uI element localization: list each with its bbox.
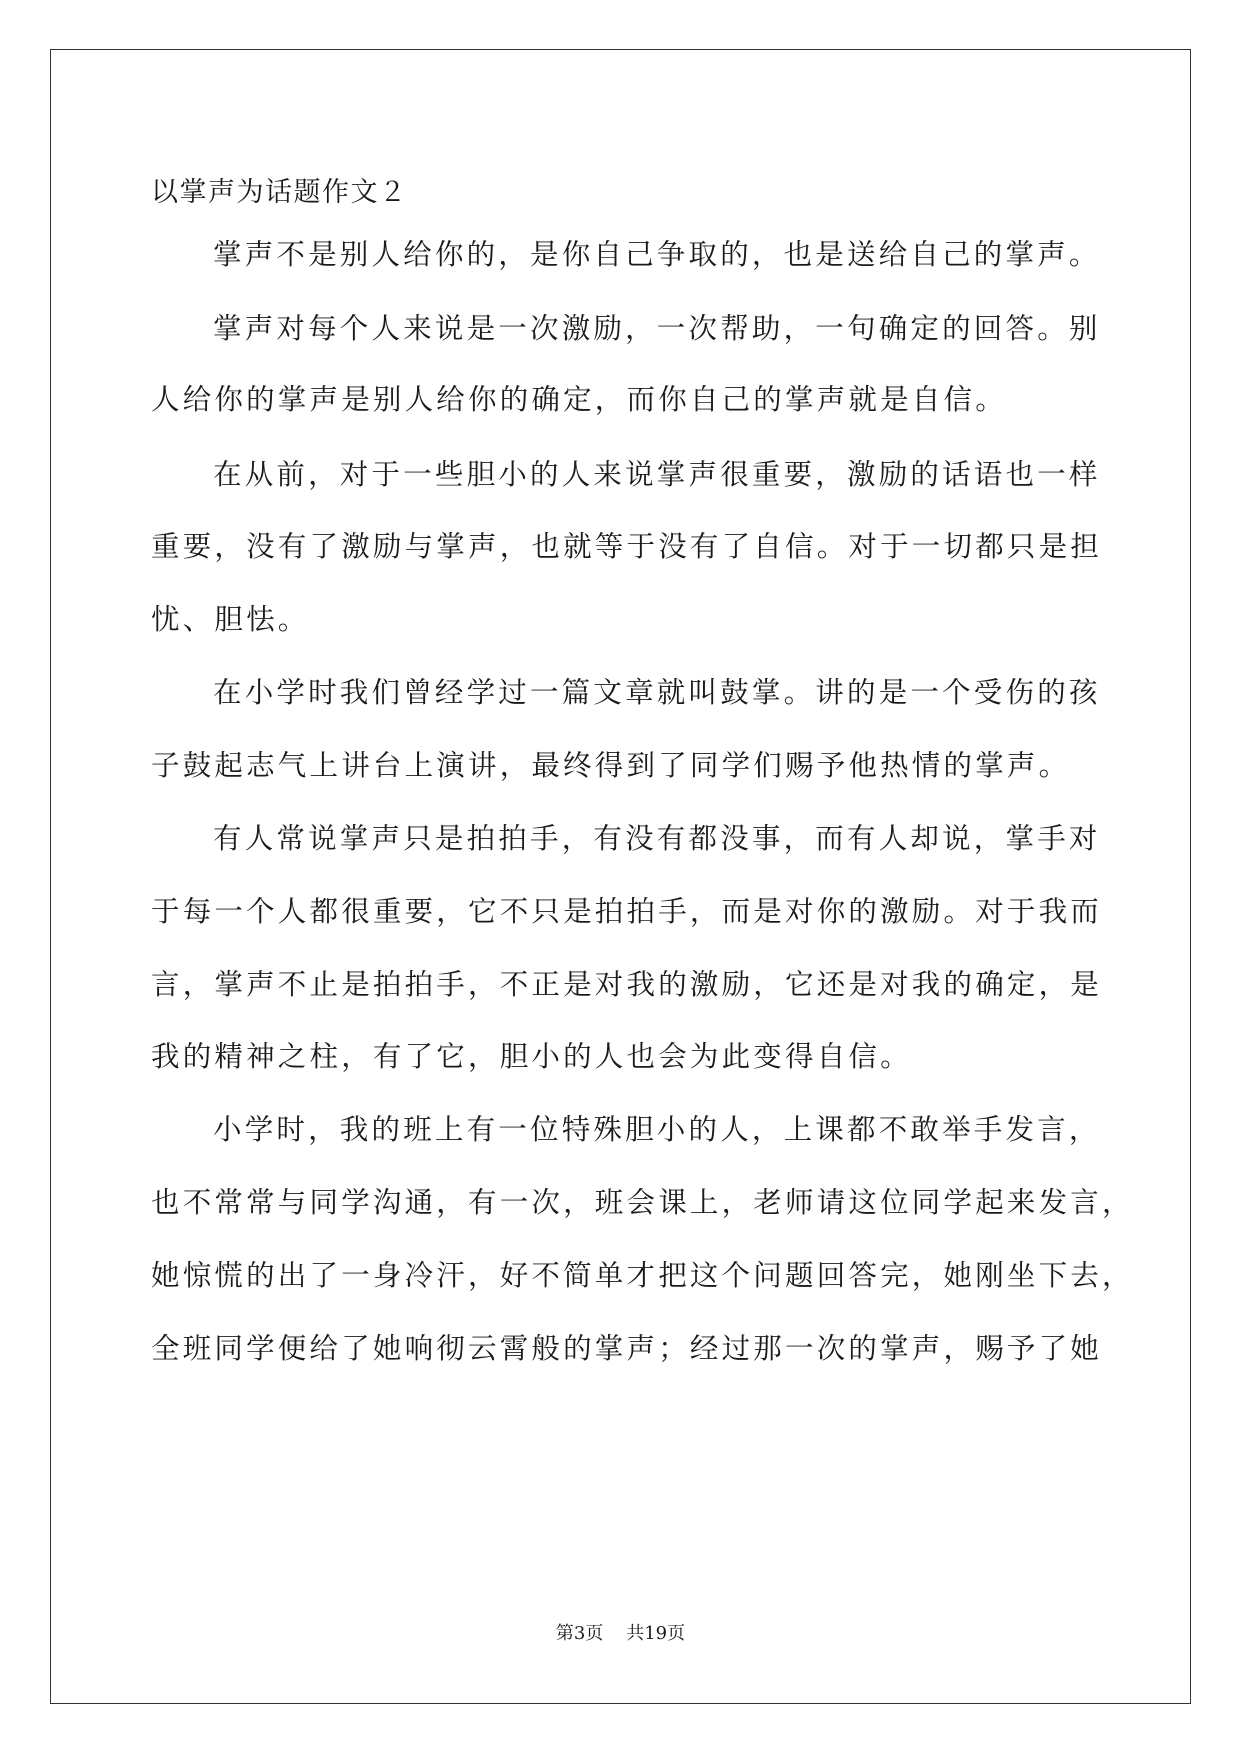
- paragraph-line: 在从前，对于一些胆小的人来说掌声很重要，激励的话语也一样: [213, 458, 1101, 491]
- paragraph-line: 掌声对每个人来说是一次激励，一次帮助，一句确定的回答。别: [213, 312, 1101, 345]
- paragraph-line: 她惊慌的出了一身冷汗，好不简单才把这个问题回答完，她刚坐下去，: [151, 1259, 1134, 1292]
- paragraph-line: 全班同学便给了她响彻云霄般的掌声；经过那一次的掌声，赐予了她: [151, 1332, 1103, 1365]
- paragraph-line: 忧、胆怯。: [151, 603, 310, 636]
- page-border: [50, 49, 1191, 1704]
- paragraph-line: 也不常常与同学沟通，有一次，班会课上，老师请这位同学起来发言，: [151, 1186, 1134, 1219]
- paragraph-line: 我的精神之柱，有了它，胆小的人也会为此变得自信。: [151, 1040, 912, 1073]
- document-title: 以掌声为话题作文２: [151, 177, 408, 208]
- paragraph-line: 重要，没有了激励与掌声，也就等于没有了自信。对于一切都只是担: [151, 530, 1103, 563]
- paragraph-line: 有人常说掌声只是拍拍手，有没有都没事，而有人却说，掌手对: [213, 822, 1101, 855]
- paragraph-line: 在小学时我们曾经学过一篇文章就叫鼓掌。讲的是一个受伤的孩: [213, 676, 1101, 709]
- paragraph-line: 掌声不是别人给你的，是你自己争取的，也是送给自己的掌声。: [213, 238, 1101, 271]
- paragraph-line: 子鼓起志气上讲台上演讲，最终得到了同学们赐予他热情的掌声。: [151, 749, 1071, 782]
- paragraph-line: 于每一个人都很重要，它不只是拍拍手，而是对你的激励。对于我而: [151, 895, 1103, 928]
- paragraph-line: 小学时，我的班上有一位特殊胆小的人，上课都不敢举手发言，: [213, 1113, 1101, 1146]
- page-number-footer: 第3页 共19页: [555, 1623, 686, 1644]
- paragraph-line: 人给你的掌声是别人给你的确定，而你自己的掌声就是自信。: [151, 383, 1007, 416]
- paragraph-line: 言，掌声不止是拍拍手，不正是对我的激励，它还是对我的确定，是: [151, 968, 1103, 1001]
